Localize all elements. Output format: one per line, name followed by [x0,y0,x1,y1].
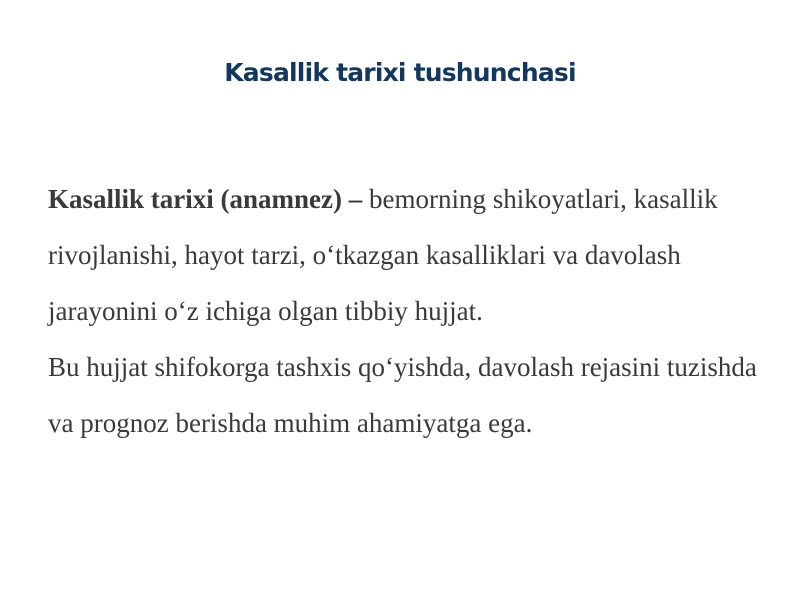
importance-paragraph: Bu hujjat shifokorga tashxis qo‘yishda, davolash rejasini tuzishda va prognoz berishda muhim ahamiyatga ega. [48,352,757,438]
definition-paragraph [48,171,783,339]
slide-body [48,171,783,451]
definition-term: Kasallik tarixi (anamnez) – [48,184,363,214]
definition-text: bemorning shikoyatlari, kasallik rivojlanishi, hayot tarzi, o‘tkazgan kasalliklari va davolash jarayonini o‘z ichiga olgan tibbiy hujjat. [48,184,718,326]
slide-title: Kasallik tarixi tushunchasi [224,58,576,87]
